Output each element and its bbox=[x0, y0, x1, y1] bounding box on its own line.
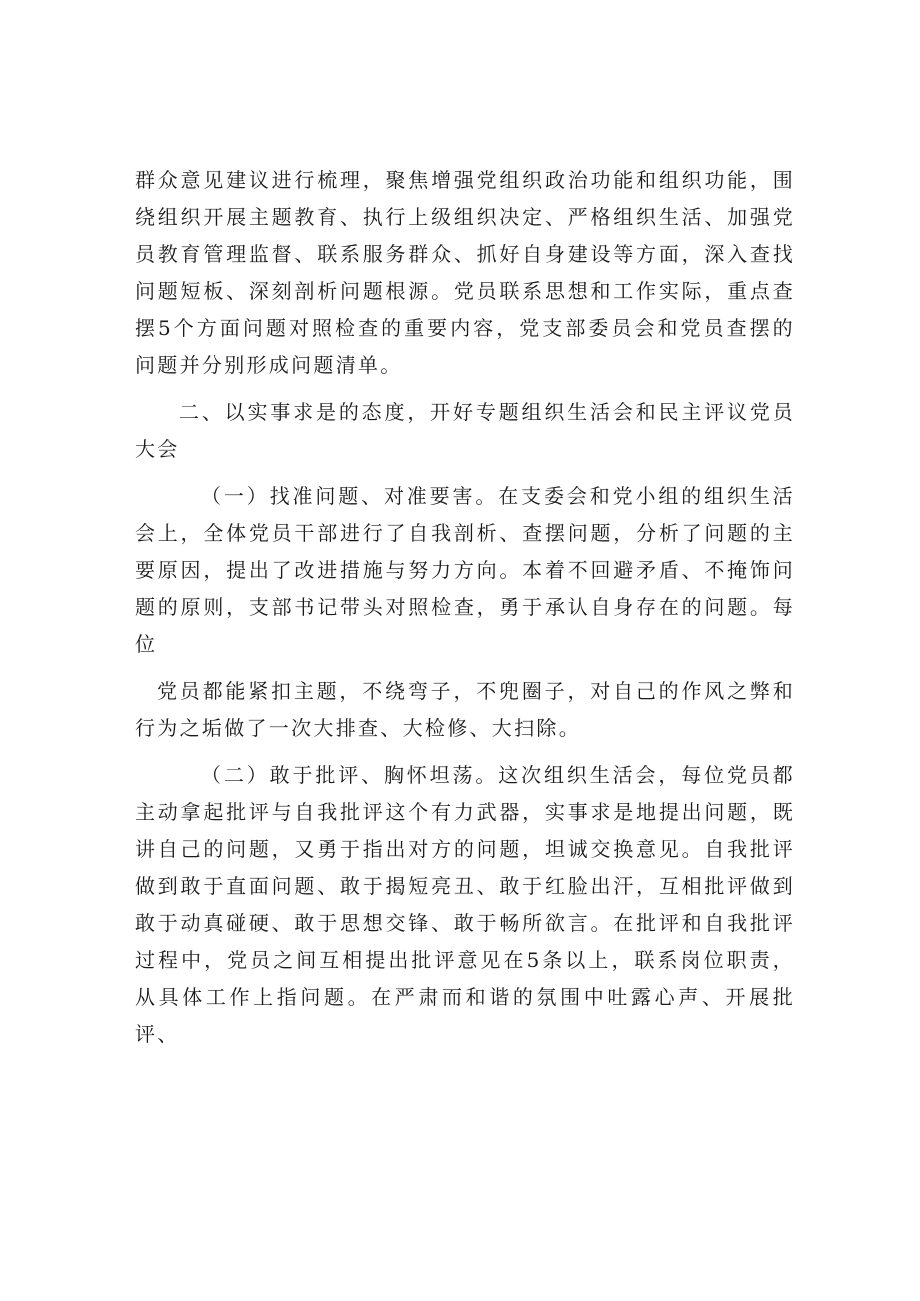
paragraph-subsection-one-continued: 党员都能紧扣主题，不绕弯子，不兜圈子，对自己的作风之弊和行为之垢做了一次大排查、大检修、大扫除。 bbox=[135, 679, 795, 740]
document-body bbox=[135, 162, 795, 1053]
section-heading: 二、以实事求是的态度，开好专题组织生活会和民主评议党员大会 bbox=[135, 400, 795, 461]
paragraph-subsection-one: （一）找准问题、对准要害。在支委会和党小组的组织生活会上，全体党员干部进行了自我剖析、查摆问题，分析了问题的主要原因，提出了改进措施与努力方向。本着不回避矛盾、不掩饰问题的原则，支部书记带头对照检查，勇于承认自身存在的问题。每位 bbox=[135, 484, 795, 656]
paragraph-subsection-two: （二）敢于批评、胸怀坦荡。这次组织生活会，每位党员都主动拿起批评与自我批评这个有力武器，实事求是地提出问题，既讲自己的问题，又勇于指出对方的问题，坦诚交换意见。自我批评做到敢于直面问题、敢于揭短亮丑、敢于红脸出汗，互相批评做到敢于动真碰硬、敢于思想交锋、敢于畅所欲言。在批评和自我批评过程中，党员之间互相提出批评意见在5条以上，联系岗位职责，从具体工作上指问题。在严肃而和谐的氛围中吐露心声、开展批评、 bbox=[135, 763, 795, 1046]
paragraph-continuation: 群众意见建议进行梳理，聚焦增强党组织政治功能和组织功能，围绕组织开展主题教育、执行上级组织决定、严格组织生活、加强党员教育管理监督、联系服务群众、抓好自身建设等方面，深入查找问题短板、深刻剖析问题根源。党员联系思想和工作实际，重点查摆5个方面问题对照检查的重要内容，党支部委员会和党员查摆的问题并分别形成问题清单。 bbox=[135, 168, 795, 377]
